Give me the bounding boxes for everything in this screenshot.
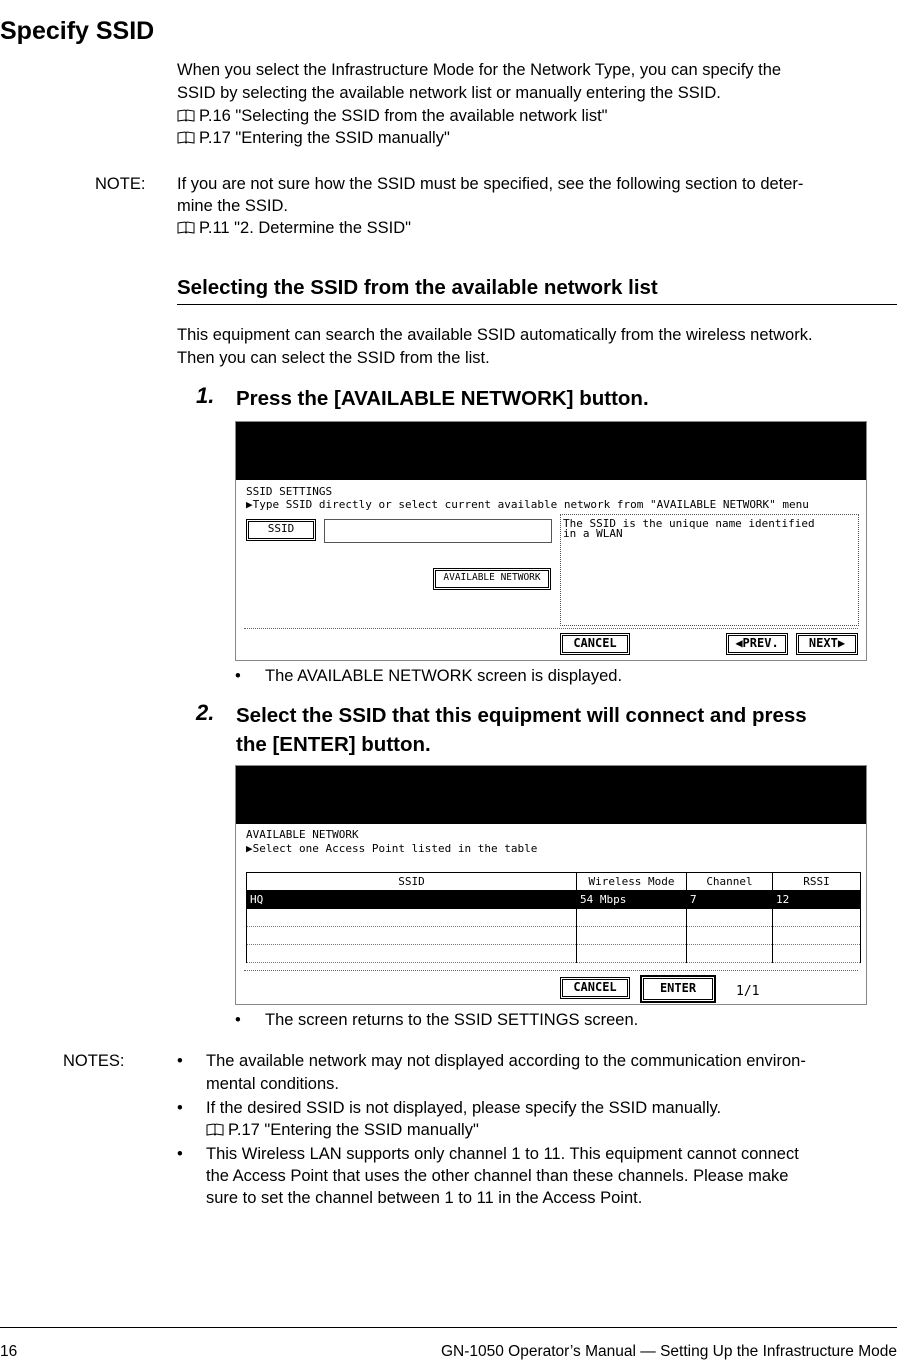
cell-channel	[687, 909, 773, 927]
cancel-button[interactable]: CANCEL	[560, 633, 630, 655]
ssid-button[interactable]: SSID	[246, 519, 316, 541]
screen-header-bar	[236, 766, 866, 824]
book-icon	[206, 1123, 224, 1136]
prev-button[interactable]	[726, 633, 788, 655]
column-header-channel[interactable]: Channel	[687, 873, 773, 891]
cell-wireless-mode: 54 Mbps	[577, 891, 687, 909]
cell-ssid	[247, 909, 577, 927]
screen-title: SSID SETTINGS	[246, 485, 333, 498]
help-box	[560, 514, 859, 626]
page-number: 16	[0, 1343, 18, 1360]
cell-ssid: HQ	[247, 891, 577, 909]
note-label: NOTE:	[95, 175, 146, 193]
intro-ref-2-text: P.17 "Entering the SSID manually"	[199, 129, 450, 147]
footer-title: GN-1050 Operator’s Manual — Setting Up the Infrastructure Mode	[440, 1343, 897, 1360]
step-2-result: The screen returns to the SSID SETTINGS screen.	[265, 1011, 639, 1029]
notes-item-2-ref[interactable]	[206, 1119, 479, 1141]
book-icon	[177, 109, 195, 122]
notes-item-3-line-3: sure to set the channel between 1 to 11 in the Access Point.	[206, 1189, 643, 1207]
network-table	[246, 872, 861, 963]
table-row[interactable]	[247, 945, 861, 963]
ssid-input[interactable]	[324, 519, 552, 543]
notes-item-2-ref-text: P.17 "Entering the SSID manually"	[228, 1121, 479, 1139]
next-label: NEXT	[808, 636, 838, 650]
cell-channel	[687, 927, 773, 945]
ssid-settings-screen	[235, 421, 867, 661]
bullet: •	[177, 1099, 183, 1117]
bullet: •	[235, 667, 241, 685]
intro-line-1: When you select the Infrastructure Mode for the Network Type, you can specify the	[177, 61, 782, 79]
notes-label: NOTES:	[63, 1052, 125, 1070]
screen-header-bar	[236, 422, 866, 480]
notes-item-1-line-2: mental conditions.	[206, 1075, 339, 1093]
cell-ssid	[247, 945, 577, 963]
next-arrow-icon: ▶	[837, 636, 846, 650]
step-2-number: 2.	[196, 700, 215, 725]
step-2-line-1: Select the SSID that this equipment will connect and press	[236, 704, 807, 727]
divider	[244, 970, 858, 971]
enter-button[interactable]: ENTER	[640, 975, 716, 1003]
cell-rssi	[773, 909, 861, 927]
table-row[interactable]	[247, 909, 861, 927]
column-header-wireless-mode[interactable]: Wireless Mode	[577, 873, 687, 891]
available-network-button[interactable]: AVAILABLE NETWORK	[433, 568, 551, 590]
prev-arrow-icon: ◀	[735, 636, 743, 650]
section-line-1: This equipment can search the available SSID automatically from the wireless network.	[177, 326, 813, 344]
cancel-button[interactable]: CANCEL	[560, 977, 630, 999]
notes-item-2-line-1: If the desired SSID is not displayed, please specify the SSID manually.	[206, 1099, 722, 1117]
step-1-result: The AVAILABLE NETWORK screen is displayed.	[265, 667, 623, 685]
column-header-rssi[interactable]: RSSI	[773, 873, 861, 891]
step-1-number: 1.	[196, 383, 215, 408]
cell-rssi	[773, 927, 861, 945]
intro-ref-2[interactable]	[177, 127, 892, 149]
intro-ref-1-text: P.16 "Selecting the SSID from the available network list"	[199, 107, 608, 125]
step-2-line-2: the [ENTER] button.	[236, 733, 431, 756]
book-icon	[177, 131, 195, 144]
notes-item-3-line-1: This Wireless LAN supports only channel 1 to 11. This equipment cannot connect	[206, 1145, 799, 1163]
page-indicator: 1/1	[736, 984, 760, 999]
page-title: Specify SSID	[0, 17, 155, 45]
note-ref[interactable]	[177, 217, 892, 239]
help-line-2: in a WLAN	[563, 527, 623, 540]
bullet: •	[235, 1011, 241, 1029]
prev-label: PREV.	[742, 636, 779, 650]
cell-wireless-mode	[577, 909, 687, 927]
divider	[244, 628, 858, 629]
section-line-2: Then you can select the SSID from the list.	[177, 349, 490, 367]
cell-channel	[687, 945, 773, 963]
bullet: •	[177, 1052, 183, 1070]
cell-channel: 7	[687, 891, 773, 909]
step-1-text: Press the [AVAILABLE NETWORK] button.	[236, 387, 649, 410]
next-button[interactable]	[796, 633, 858, 655]
note-ref-text: P.11 "2. Determine the SSID"	[199, 219, 411, 237]
book-icon	[177, 221, 195, 234]
screen-instruction: ▶Select one Access Point listed in the table	[246, 842, 538, 855]
cell-rssi: 12	[773, 891, 861, 909]
intro-line-2: SSID by selecting the available network list or manually entering the SSID.	[177, 84, 721, 102]
cell-wireless-mode	[577, 927, 687, 945]
screen-title: AVAILABLE NETWORK	[246, 828, 359, 841]
footer-divider	[0, 1327, 897, 1328]
available-network-screen	[235, 765, 867, 1005]
section-heading: Selecting the SSID from the available network list	[177, 276, 658, 299]
cell-rssi	[773, 945, 861, 963]
cell-ssid	[247, 927, 577, 945]
table-row[interactable]	[247, 927, 861, 945]
intro-ref-1[interactable]	[177, 105, 892, 127]
column-header-ssid[interactable]: SSID	[247, 873, 577, 891]
bullet: •	[177, 1145, 183, 1163]
cell-wireless-mode	[577, 945, 687, 963]
table-row[interactable]	[247, 891, 861, 909]
section-divider	[177, 304, 897, 305]
table-header-row	[247, 873, 861, 891]
notes-item-3-line-2: the Access Point that uses the other channel than these channels. Please make	[206, 1167, 789, 1185]
note-line-1: If you are not sure how the SSID must be specified, see the following section to deter-	[177, 175, 804, 193]
note-line-2: mine the SSID.	[177, 197, 288, 215]
help-line-1: The SSID is the unique name identified	[563, 517, 815, 530]
notes-item-1-line-1: The available network may not displayed according to the communication environ-	[206, 1052, 806, 1070]
screen-instruction: ▶Type SSID directly or select current available network from "AVAILABLE NETWORK" menu	[246, 498, 809, 511]
